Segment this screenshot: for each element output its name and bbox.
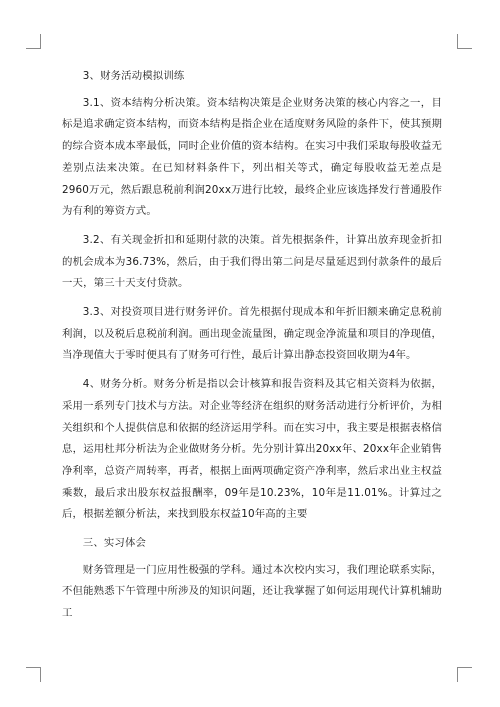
paragraph-capital-structure: 3.1、资本结构分析决策。资本结构决策是企业财务决策的核心内容之一，目标是追求确定资本结构，而资本结构是指企业在适度财务风险的条件下，使其预期的综合资本成本率最低，同时企业价值的资本结构。在实习中我们采取每股收益无差别点法来决策。在已知材料条件下，列出相关等式，确定每股收益无差点是2960万元，然后跟息税前利润20xx万进行比较，最终企业应该选择发行普通股作为有利的筹资方式。 [62, 96, 442, 218]
crop-mark-top-left [26, 34, 41, 49]
section-heading-internship-reflection: 三、实习体会 [82, 537, 147, 550]
paragraph-investment-evaluation: 3.3、对投资项目进行财务评价。首先根据付现成本和年折旧额来确定息税前利润，以及税后息税前利润。画出现金流量图，确定现金净流量和项目的净现值，当净现值大于零时便具有了财务可行性，最后计算出静态投资回收期为4年。 [62, 306, 442, 362]
document-body [62, 66, 442, 632]
crop-mark-bottom-left [26, 667, 41, 682]
crop-mark-bottom-right [457, 667, 472, 682]
paragraph-cash-discount: 3.2、有关现金折扣和延期付款的决策。首先根据条件，计算出放弃现金折扣的机会成本为36.73%，然后，由于我们得出第二问是尽量延迟到付款条件的最后一天，第三十天支付贷款。 [62, 233, 442, 290]
paragraph-reflection: 财务管理是一门应用性极强的学科。通过本次校内实习，我们理论联系实际，不但能熟悉下午管理中所涉及的知识问题，还让我掌握了如何运用现代计算机辅助工 [62, 563, 442, 620]
paragraph-financial-analysis: 4、财务分析。财务分析是指以会计核算和报告资料及其它相关资料为依据，采用一系列专门技术与方法。对企业等经济在组织的财务活动进行分析评价，为相关组织和个人提供信息和依据的经济运用学科。而在实习中，我主要是根据表格信息，运用杜邦分析法为企业做财务分析。先分别计算出20xx年、20xx年企业销售净利率，总资产周转率，再者，根据上面两项确定资产净利率，然后求出业主权益乘数，最后求出股东权益报酬率，09年是10.23%，10年是11.01%。计算过之后，根据差额分析法，来找到股东权益10年高的主要 [62, 378, 442, 521]
section-heading-financial-simulation: 3、财务活动模拟训练 [82, 70, 185, 82]
crop-mark-top-right [457, 34, 472, 49]
